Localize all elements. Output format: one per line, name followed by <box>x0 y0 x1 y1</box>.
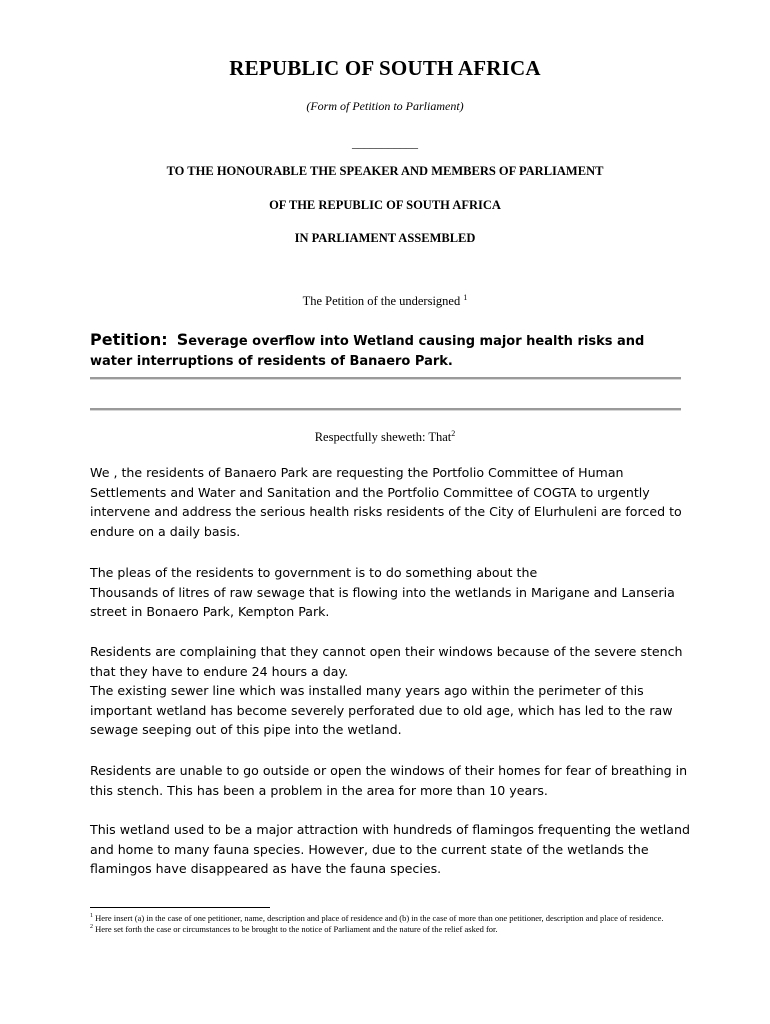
divider-line <box>90 408 681 411</box>
separator-line: ___________ <box>352 136 418 150</box>
body-paragraph: Residents are unable to go outside or open the windows of their homes for fear of breathing in this stench. This has been a problem in the area for more than 10 years. <box>90 763 688 798</box>
footnote-divider <box>90 907 270 908</box>
address-line-3: IN PARLIAMENT ASSEMBLED <box>294 231 476 245</box>
body-paragraph: The pleas of the residents to government is to do something about the Thousands of litres of raw sewage that is flowing into the wetlands in Marigane and Lanseria street in Bonaero Park, Kempton Park. <box>90 565 675 619</box>
petition-subject-initial: S <box>176 330 189 349</box>
petition-label: Petition <box>90 330 162 349</box>
sheweth-text: Respectfully sheweth: That <box>314 430 452 444</box>
undersigned-line <box>0 294 770 309</box>
address-line-2: OF THE REPUBLIC OF SOUTH AFRICA <box>269 198 501 212</box>
form-note: (Form of Petition to Parliament) <box>306 99 464 113</box>
body-paragraph: This wetland used to be a major attraction with hundreds of flamingos frequenting the wetland and home to many fauna species. However, due to the current state of the wetlands the flamingos have disappeared as have the fauna species. <box>90 822 690 876</box>
footnote-text: Here insert (a) in the case of one petitioner, name, description and place of residence and (b) in the case of more than one petitioner, description and place of residence. <box>93 913 664 923</box>
body-paragraph: Residents are complaining that they cannot open their windows because of the severe stench that they have to endure 24 hours a day. The existing sewer line which was installed many years ago within the perimeter of this important wetland has become severely perforated due to old age, which has led to the raw sewage seeping out of this pipe into the wetland. <box>90 644 683 737</box>
sheweth-line <box>0 430 770 445</box>
footnote-text: Here set forth the case or circumstances to be brought to the notice of Parliament and the nature of the relief asked for. <box>93 924 498 934</box>
footnote-2 <box>90 924 690 935</box>
footnote-ref-1: 1 <box>463 292 468 302</box>
petition-subject <box>90 330 690 372</box>
petition-colon: : <box>161 330 168 349</box>
divider-line <box>90 377 681 380</box>
footnote-1 <box>90 913 690 924</box>
footnote-ref-2: 2 <box>451 428 456 438</box>
document-title: REPUBLIC OF SOUTH AFRICA <box>229 56 541 80</box>
footnote-number: 2 <box>90 924 93 931</box>
undersigned-text: The Petition of the undersigned <box>302 294 461 308</box>
petition-subject-text: everage overflow into Wetland causing major health risks and water interruptions of residents of Banaero Park. <box>90 334 645 369</box>
footnote-number: 1 <box>90 913 93 920</box>
body-paragraph: We , the residents of Banaero Park are requesting the Portfolio Committee of Human Settlements and Water and Sanitation and the Portfolio Committee of COGTA to urgently intervene and address the serious health risks residents of the City of Elurhuleni are forced to endure on a daily basis. <box>90 465 682 539</box>
address-line-1: TO THE HONOURABLE THE SPEAKER AND MEMBERS OF PARLIAMENT <box>166 164 604 178</box>
footnotes <box>90 913 690 935</box>
